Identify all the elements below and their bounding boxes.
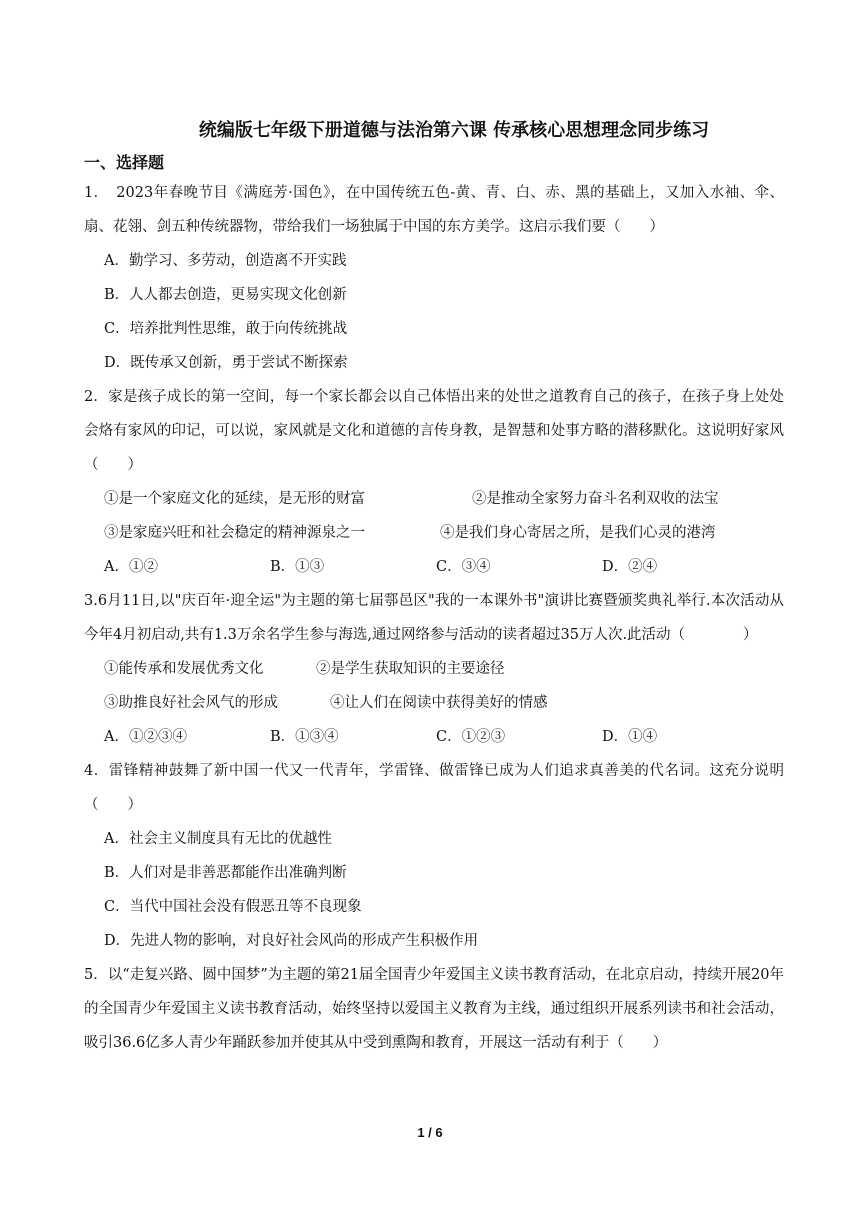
page-number: 1 / 6 — [417, 1125, 443, 1140]
choice-a: A．①②③④ — [104, 729, 187, 745]
option-c: C．当代中国社会没有假恶丑等不良现象 — [104, 899, 362, 915]
choice-d: D．①④ — [602, 729, 658, 745]
question-4 — [84, 754, 784, 958]
option-d: D．既传承又创新，勇于尝试不断探索 — [104, 355, 348, 371]
statement-row — [104, 652, 784, 686]
option-a: A．勤学习、多劳动，创造离不开实践 — [104, 253, 347, 269]
statement-2: ②是学生获取知识的主要途径 — [316, 661, 505, 677]
option-c: C．培养批判性思维，敢于向传统挑战 — [104, 321, 348, 337]
statement-2: ②是推动全家努力奋斗名利双收的法宝 — [472, 491, 719, 507]
section-heading: 一、选择题 — [84, 153, 165, 172]
question-3 — [84, 584, 784, 754]
document-content — [84, 118, 784, 1060]
question-stem: 4．雷锋精神鼓舞了新中国一代又一代青年，学雷锋、做雷锋已成为人们追求真善美的代名词。这充分说明（ ） — [84, 763, 784, 813]
option-b: B．人们对是非善恶都能作出准确判断 — [104, 865, 347, 881]
question-1 — [84, 176, 784, 380]
question-stem: 2．家是孩子成长的第一空间，每一个家长都会以自己体悟出来的处世之道教育自己的孩子，在孩子身上处处会烙有家风的印记，可以说，家风就是文化和道德的言传身教，是智慧和处事方略的潜移默化。这说明好家风（ ） — [84, 389, 784, 473]
statement-1: ①能传承和发展优秀文化 — [104, 661, 264, 677]
choice-c: C．①②③ — [436, 729, 506, 745]
choice-d: D．②④ — [602, 559, 658, 575]
choice-c: C．③④ — [436, 559, 491, 575]
option-d: D．先进人物的影响，对良好社会风尚的形成产生积极作用 — [104, 933, 479, 949]
statement-1: ①是一个家庭文化的延续，是无形的财富 — [104, 491, 365, 507]
question-stem: 3.6月11日,以"庆百年·迎全运"为主题的第七届鄠邑区"我的一本课外书"演讲比赛暨颁奖典礼举行.本次活动从今年4月初启动,共有1.3万余名学生参与海选,通过网络参与活动的读者超过35万人次.此活动（ ） — [84, 593, 784, 643]
choice-row — [104, 550, 784, 584]
option-b: B．人人都去创造，更易实现文化创新 — [104, 287, 347, 303]
document-title: 统编版七年级下册道德与法治第六课 传承核心思想理念同步练习 — [198, 120, 710, 141]
choice-b: B．①③ — [270, 559, 325, 575]
question-5 — [84, 958, 784, 1060]
statement-row — [104, 482, 784, 516]
choice-row — [104, 720, 784, 754]
statement-row — [104, 516, 784, 550]
option-a: A．社会主义制度具有无比的优越性 — [104, 831, 332, 847]
statement-4: ④让人们在阅读中获得美好的情感 — [330, 695, 548, 711]
question-stem: 1． 2023年春晚节目《满庭芳·国色》，在中国传统五色-黄、青、白、赤、黑的基础上，又加入水袖、伞、扇、花翎、剑五种传统器物，带给我们一场独属于中国的东方美学。这启示我们要（ ） — [84, 185, 784, 235]
choice-a: A．①② — [104, 559, 158, 575]
question-2 — [84, 380, 784, 584]
statement-4: ④是我们身心寄居之所，是我们心灵的港湾 — [440, 525, 716, 541]
statement-3: ③助推良好社会风气的形成 — [104, 695, 278, 711]
statement-3: ③是家庭兴旺和社会稳定的精神源泉之一 — [104, 525, 365, 541]
choice-b: B．①③④ — [270, 729, 339, 745]
question-stem: 5．以“走复兴路、圆中国梦”为主题的第21届全国青少年爱国主义读书教育活动，在北京启动，持续开展20年的全国青少年爱国主义读书教育活动，始终坚持以爱国主义教育为主线，通过组织开展系列读书和社会活动，吸引36.6亿多人青少年踊跃参加并使其从中受到熏陶和教育，开展这一活动有利于（ ） — [84, 967, 784, 1051]
statement-row — [104, 686, 784, 720]
